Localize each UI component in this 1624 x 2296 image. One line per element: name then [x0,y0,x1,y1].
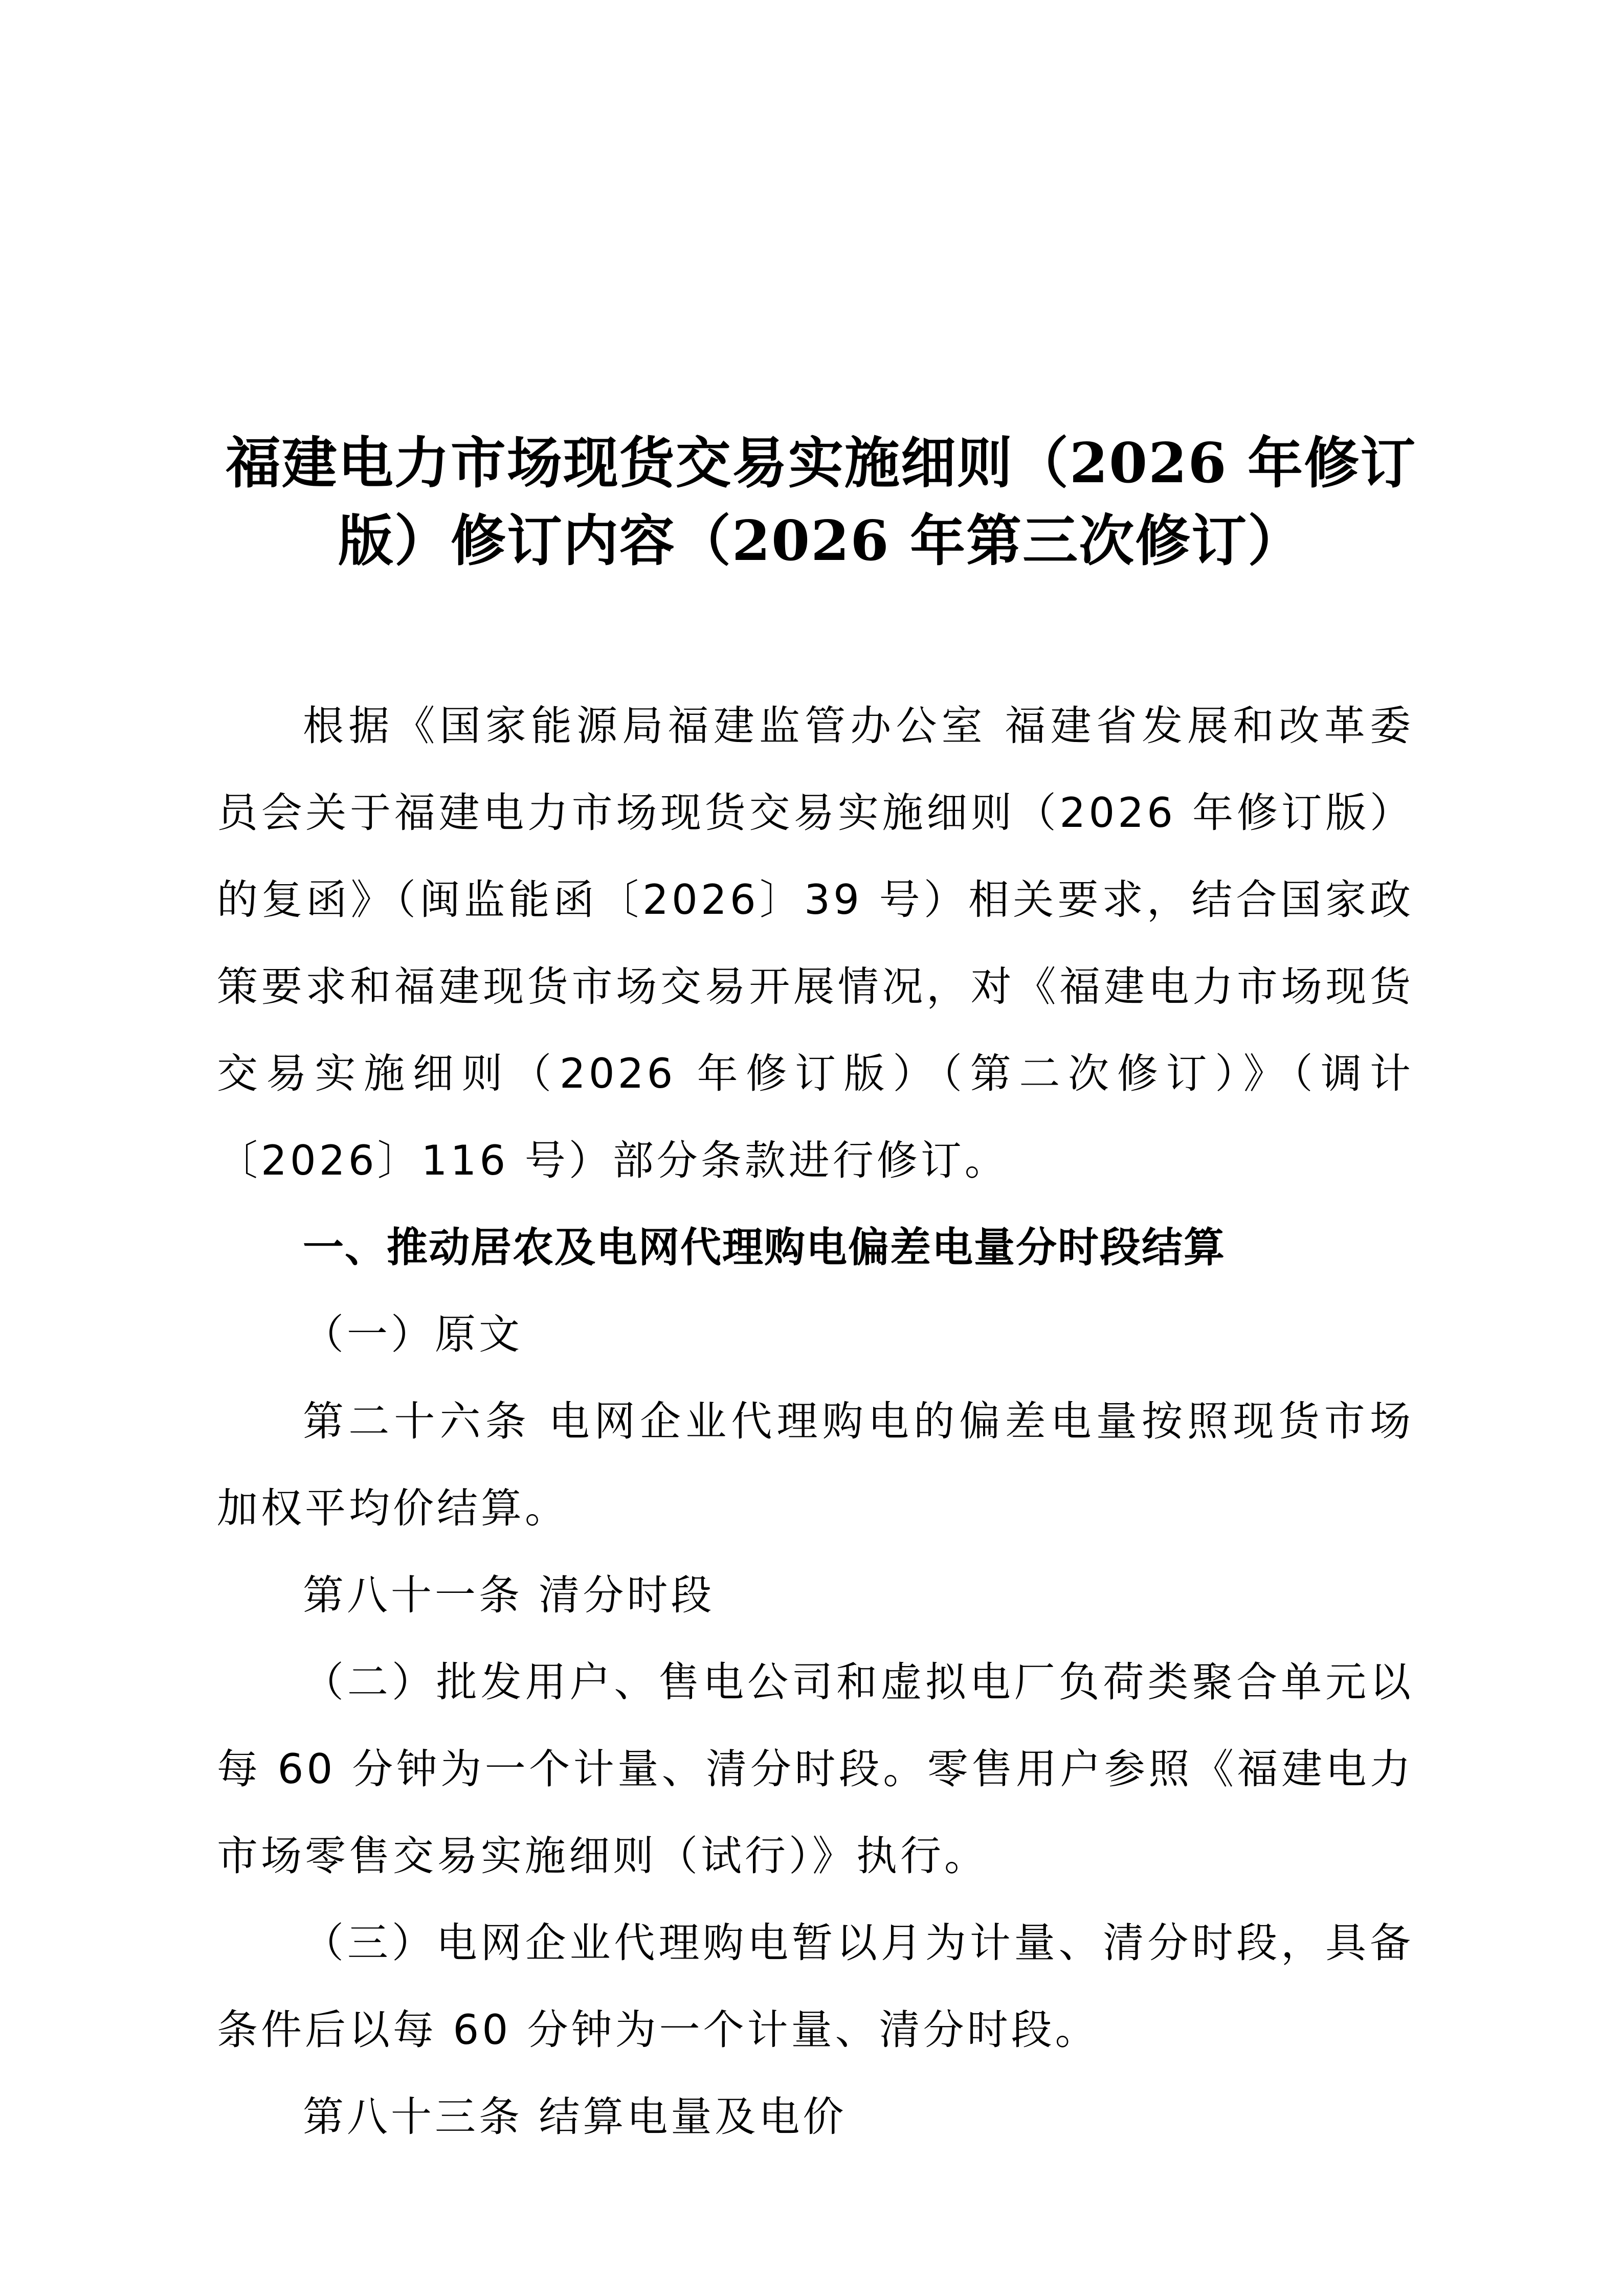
intro-paragraph: 根据《国家能源局福建监管办公室 福建省发展和改革委员会关于福建电力市场现货交易实施细则（2026 年修订版）的复函》（闽监能函〔2026〕39 号）相关要求，结合国家政策要求和福建现货市场交易开展情况，对《福建电力市场现货交易实施细则（2026 年修订版）（第二次修订）》（调计〔2026〕116 号）部分条款进行修订。 [217,702,1414,1184]
title-line-2: 版）修订内容（2026 年第三次修订） [338,509,1304,573]
subsection-heading-original: （一）原文 [303,1311,523,1358]
article-81-item-2: （二）批发用户、售电公司和虚拟电厂负荷类聚合单元以每 60 分钟为一个计量、清分时段。零售用户参照《福建电力市场零售交易实施细则（试行）》执行。 [217,1658,1414,1880]
title-line-1: 福建电力市场现货交易实施细则（2026 年修订 [225,431,1417,496]
article-26-text: 第二十六条 电网企业代理购电的偏差电量按照现货市场加权平均价结算。 [217,1398,1414,1532]
article-81-item-3: （三）电网企业代理购电暂以月为计量、清分时段，具备条件后以每 60 分钟为一个计量、清分时段。 [217,1919,1414,2054]
section-heading-1: 一、推动居农及电网代理购电偏差电量分时段结算 [303,1224,1226,1271]
article-83-title: 第八十三条 结算电量及电价 [303,2093,847,2141]
document-body [217,683,1414,2160]
article-81-title: 第八十一条 清分时段 [303,1571,715,1619]
document-title [199,424,1442,580]
